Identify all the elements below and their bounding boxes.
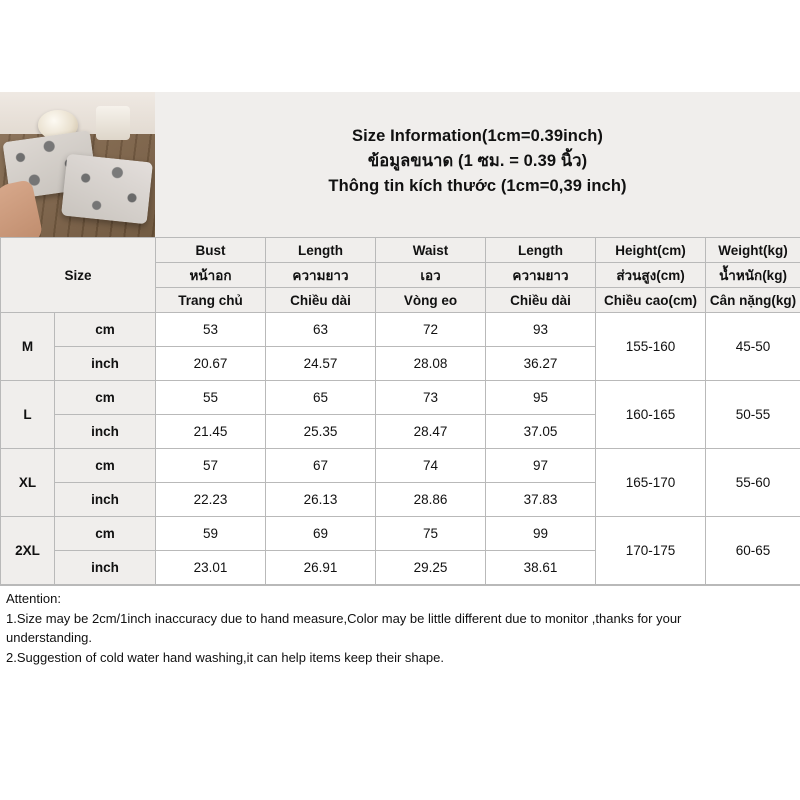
- row-size-2xl: 2XL: [1, 517, 55, 585]
- 2xl-cm-length2: 99: [486, 517, 596, 551]
- m-cm-bust: 53: [156, 313, 266, 347]
- unit-inch-l: inch: [55, 415, 156, 449]
- col-header-length2-en: Length: [486, 238, 596, 263]
- l-cm-length1: 65: [266, 381, 376, 415]
- l-height: 160-165: [596, 381, 706, 449]
- size-header-cell: Size: [1, 238, 156, 313]
- col-header-height-th: ส่วนสูง(cm): [596, 263, 706, 288]
- xl-inch-bust: 22.23: [156, 483, 266, 517]
- col-header-length1-en: Length: [266, 238, 376, 263]
- col-header-waist-vi: Vòng eo: [376, 288, 486, 313]
- photo-cup: [96, 106, 130, 140]
- col-header-weight-en: Weight(kg): [706, 238, 800, 263]
- col-header-length2-vi: Chiều dài: [486, 288, 596, 313]
- l-cm-waist: 73: [376, 381, 486, 415]
- 2xl-cm-bust: 59: [156, 517, 266, 551]
- m-weight: 45-50: [706, 313, 800, 381]
- attention-line-3: 2.Suggestion of cold water hand washing,it can help items keep their shape.: [6, 649, 444, 665]
- col-header-waist-en: Waist: [376, 238, 486, 263]
- table-row: [1, 381, 800, 415]
- unit-inch-xl: inch: [55, 483, 156, 517]
- col-header-waist-th: เอว: [376, 263, 486, 288]
- l-inch-bust: 21.45: [156, 415, 266, 449]
- row-size-m: M: [1, 313, 55, 381]
- l-inch-length1: 25.35: [266, 415, 376, 449]
- 2xl-weight: 60-65: [706, 517, 800, 585]
- table-row: [1, 449, 800, 483]
- unit-inch-2xl: inch: [55, 551, 156, 585]
- col-header-weight-vi: Cân nặng(kg): [706, 288, 800, 313]
- m-cm-waist: 72: [376, 313, 486, 347]
- col-header-bust-th: หน้าอก: [156, 263, 266, 288]
- unit-cm-m: cm: [55, 313, 156, 347]
- col-header-height-en: Height(cm): [596, 238, 706, 263]
- row-size-l: L: [1, 381, 55, 449]
- header-band: [0, 92, 800, 237]
- col-header-weight-th: น้ำหนัก(kg): [706, 263, 800, 288]
- xl-cm-waist: 74: [376, 449, 486, 483]
- unit-inch-m: inch: [55, 347, 156, 381]
- title-line-en: Size Information(1cm=0.39inch): [351, 127, 604, 145]
- m-inch-waist: 28.08: [376, 347, 486, 381]
- 2xl-cm-waist: 75: [376, 517, 486, 551]
- unit-cm-xl: cm: [55, 449, 156, 483]
- col-header-length1-vi: Chiều dài: [266, 288, 376, 313]
- attention-line-1: 1.Size may be 2cm/1inch inaccuracy due to hand measure,Color may be little different due to monitor ,thanks for your: [6, 610, 682, 626]
- 2xl-inch-length2: 38.61: [486, 551, 596, 585]
- xl-weight: 55-60: [706, 449, 800, 517]
- 2xl-inch-bust: 23.01: [156, 551, 266, 585]
- 2xl-inch-length1: 26.91: [266, 551, 376, 585]
- l-cm-length2: 95: [486, 381, 596, 415]
- unit-cm-2xl: cm: [55, 517, 156, 551]
- col-header-length1-th: ความยาว: [266, 263, 376, 288]
- col-header-bust-vi: Trang chủ: [156, 288, 266, 313]
- m-inch-length2: 36.27: [486, 347, 596, 381]
- title-block: [155, 92, 800, 237]
- product-photo: [0, 92, 155, 237]
- attention-heading: Attention:: [6, 591, 61, 606]
- row-size-xl: XL: [1, 449, 55, 517]
- m-inch-bust: 20.67: [156, 347, 266, 381]
- xl-cm-length2: 97: [486, 449, 596, 483]
- photo-garment-back: [61, 154, 153, 225]
- m-cm-length1: 63: [266, 313, 376, 347]
- title-line-vi: Thông tin kích thước (1cm=0,39 inch): [328, 177, 627, 195]
- attention-line-2: understanding.: [6, 630, 93, 645]
- table-row: [1, 517, 800, 551]
- 2xl-inch-waist: 29.25: [376, 551, 486, 585]
- xl-cm-length1: 67: [266, 449, 376, 483]
- size-chart-sheet: [0, 92, 800, 675]
- xl-cm-bust: 57: [156, 449, 266, 483]
- table-row: [1, 313, 800, 347]
- l-weight: 50-55: [706, 381, 800, 449]
- l-cm-bust: 55: [156, 381, 266, 415]
- attention-block: [0, 585, 800, 675]
- table-header-row-en: [1, 238, 800, 263]
- title-line-th: ข้อมูลขนาด (1 ซม. = 0.39 นิ้ว): [367, 152, 588, 170]
- xl-inch-waist: 28.86: [376, 483, 486, 517]
- col-header-length2-th: ความยาว: [486, 263, 596, 288]
- xl-height: 165-170: [596, 449, 706, 517]
- xl-inch-length1: 26.13: [266, 483, 376, 517]
- m-inch-length1: 24.57: [266, 347, 376, 381]
- size-table: [0, 237, 800, 585]
- col-header-height-vi: Chiều cao(cm): [596, 288, 706, 313]
- col-header-bust-en: Bust: [156, 238, 266, 263]
- unit-cm-l: cm: [55, 381, 156, 415]
- m-cm-length2: 93: [486, 313, 596, 347]
- m-height: 155-160: [596, 313, 706, 381]
- 2xl-cm-length1: 69: [266, 517, 376, 551]
- 2xl-height: 170-175: [596, 517, 706, 585]
- l-inch-waist: 28.47: [376, 415, 486, 449]
- l-inch-length2: 37.05: [486, 415, 596, 449]
- xl-inch-length2: 37.83: [486, 483, 596, 517]
